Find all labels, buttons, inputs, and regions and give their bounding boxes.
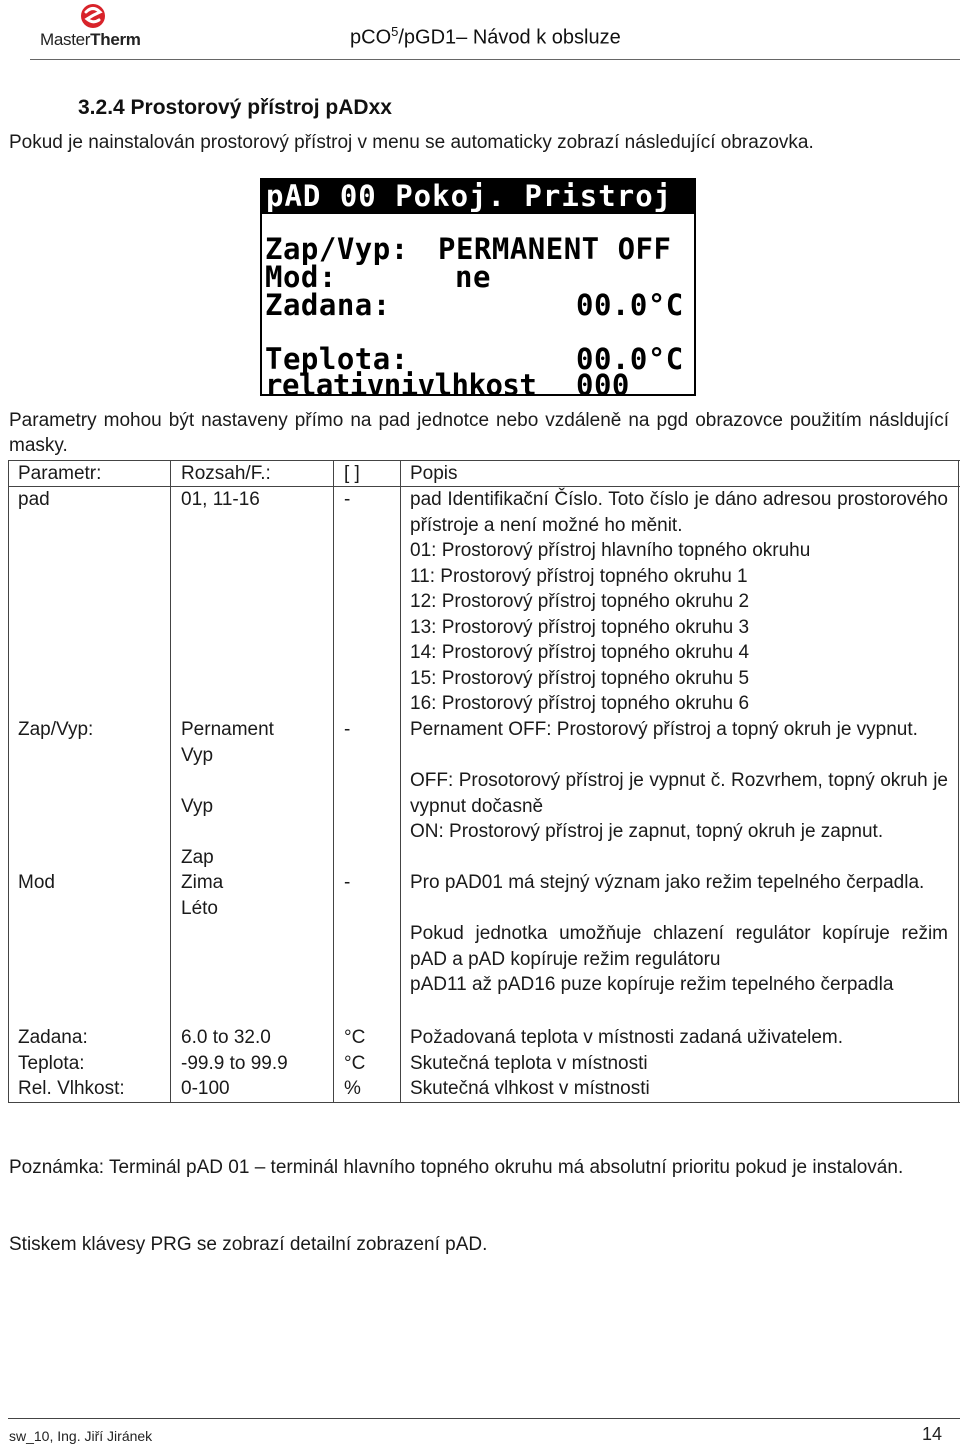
pad-list-item: 11: Prostorový přístroj topného okruhu 1 xyxy=(410,565,748,587)
lcd-label-zadana: Zadana: xyxy=(265,288,391,322)
cell-desc-zapvyp: ON: Prostorový přístroj je zapnut, topný okruh je zapnut. xyxy=(410,821,884,842)
lcd-title: pAD 00 Pokoj. Pristroj xyxy=(266,179,673,213)
page-header xyxy=(0,0,960,62)
pad-lcd-screen xyxy=(260,178,696,402)
cell-range-vlhkost: 0-100 xyxy=(181,1078,230,1099)
mastertherm-logo xyxy=(40,2,150,52)
cell-range-mod: Léto xyxy=(181,897,218,919)
cell-unit-vlhkost: % xyxy=(344,1078,361,1099)
pad-list-item: 12: Prostorový přístroj topného okruhu 2 xyxy=(410,591,750,612)
cell-desc-pad: pad Identifikační Číslo. Toto číslo je dáno adresou prostorového přístroje a není možné ho měnit. xyxy=(410,489,948,536)
cell-range-teplota: -99.9 to 99.9 xyxy=(181,1052,288,1074)
cell-param-teplota: Teplota: xyxy=(18,1052,85,1074)
lcd-value-zapvyp: PERMANENT OFF xyxy=(438,232,672,266)
table-col-line xyxy=(170,460,171,1103)
cell-unit-pad: - xyxy=(344,489,351,510)
cell-desc-teplota: Skutečná teplota v místnosti xyxy=(410,1052,648,1074)
pad-list-item: 15: Prostorový přístroj topného okruhu 5 xyxy=(410,667,750,689)
footer-author: sw_10, Ing. Jiří Jiránek xyxy=(9,1428,153,1444)
pad-list-item: 13: Prostorový přístroj topného okruhu 3 xyxy=(410,616,750,638)
lcd-value-zadana: 00.0°C xyxy=(576,288,684,322)
th-rozsah: Rozsah/F.: xyxy=(181,463,271,484)
lcd-value-vlhkost: 000 xyxy=(576,368,630,402)
cell-desc-zadana: Požadovaná teplota v místnosti zadaná uživatelem. xyxy=(410,1027,844,1048)
th-popis: Popis xyxy=(410,463,458,484)
table-col-line xyxy=(333,460,334,1103)
cell-unit-teplota: °C xyxy=(344,1052,366,1074)
table-border-bottom xyxy=(8,1102,960,1103)
cell-range-zadana: 6.0 to 32.0 xyxy=(181,1027,271,1048)
parameter-table xyxy=(8,460,960,1103)
cell-range-zapvyp: Vyp xyxy=(181,744,214,766)
intro-paragraph: Pokud je nainstalován prostorový přístroj v menu se automaticky zobrazí následující obrazovka. xyxy=(9,132,814,153)
lcd-value-mod: ne xyxy=(455,260,491,294)
cell-param-zapvyp: Zap/Vyp: xyxy=(18,719,94,740)
page-number: 14 xyxy=(922,1424,943,1444)
cell-desc-zapvyp: Pernament OFF: Prostorový přístroj a topný okruh je vypnut. xyxy=(410,719,918,740)
cell-desc-zapvyp: OFF: Prosotorový přístroj je vypnut č. Rozvrhem, topný okruh je vypnut dočasně xyxy=(410,770,948,817)
cell-range-zapvyp: Vyp xyxy=(181,795,214,817)
header-divider xyxy=(30,59,960,60)
lcd-label-mod: Mod: xyxy=(265,260,337,294)
logo-text: MasterTherm xyxy=(40,30,141,49)
cell-param-zadana: Zadana: xyxy=(18,1027,88,1048)
table-border-top xyxy=(8,460,960,461)
cell-param-mod: Mod xyxy=(18,872,55,893)
table-col-line xyxy=(400,460,401,1103)
lcd-label-teplota: Teplota: xyxy=(265,342,409,376)
section-title: 3.2.4 Prostorový přístroj pADxx xyxy=(78,96,392,119)
lcd-label-zapvyp: Zap/Vyp: xyxy=(265,232,409,266)
cell-range-zapvyp: Pernament xyxy=(181,719,274,740)
cell-unit-mod: - xyxy=(344,872,351,893)
pad-list-item: 16: Prostorový přístroj topného okruhu 6 xyxy=(410,693,750,714)
cell-range-mod: Zima xyxy=(181,872,224,893)
cell-desc-vlhkost: Skutečná vlhkost v místnosti xyxy=(410,1078,650,1099)
th-parametr: Parametr: xyxy=(18,463,102,484)
note-paragraph: Poznámka: Terminál pAD 01 – terminál hlavního topného okruhu má absolutní prioritu pokud je instalován. xyxy=(9,1157,904,1178)
cell-range-pad: 01, 11-16 xyxy=(181,489,260,510)
mastertherm-logo-icon xyxy=(78,2,108,30)
cell-desc-mod: Pro pAD01 má stejný význam jako režim tepelného čerpadla. xyxy=(410,872,925,893)
lcd-label-vlhkost: relativnivlhkost xyxy=(265,368,537,402)
prg-paragraph: Stiskem klávesy PRG se zobrazí detailní zobrazení pAD. xyxy=(9,1234,488,1255)
footer-divider xyxy=(8,1418,960,1419)
cell-desc-mod: Pokud jednotka umožňuje chlazení regulátor kopíruje režim pAD a pAD kopíruje režim regulátoru xyxy=(410,923,948,970)
cell-param-vlhkost: Rel. Vlhkost: xyxy=(18,1078,125,1099)
th-unit: [ ] xyxy=(344,463,360,484)
params-paragraph: Parametry mohou být nastaveny přímo na pad jednotce nebo vzdáleně na pgd obrazovce použitím násldující masky. xyxy=(9,410,949,456)
table-col-line xyxy=(8,460,9,1103)
cell-desc-mod: pAD11 až pAD16 puze kopíruje režim tepelného čerpadla xyxy=(410,974,894,995)
cell-param-pad: pad xyxy=(18,489,50,510)
cell-range-zapvyp: Zap xyxy=(181,846,214,868)
pad-list-item: 14: Prostorový přístroj topného okruhu 4 xyxy=(410,642,750,663)
lcd-value-teplota: 00.0°C xyxy=(576,342,684,376)
document-title: pCO$^5$/pGD1– Návod k obsluze xyxy=(350,24,621,49)
cell-unit-zapvyp: - xyxy=(344,719,351,740)
lcd-title-bar xyxy=(262,180,694,214)
table-col-line xyxy=(958,460,959,1103)
cell-unit-zadana: °C xyxy=(344,1027,366,1048)
pad-list-item: 01: Prostorový přístroj hlavního topného okruhu xyxy=(410,540,811,561)
